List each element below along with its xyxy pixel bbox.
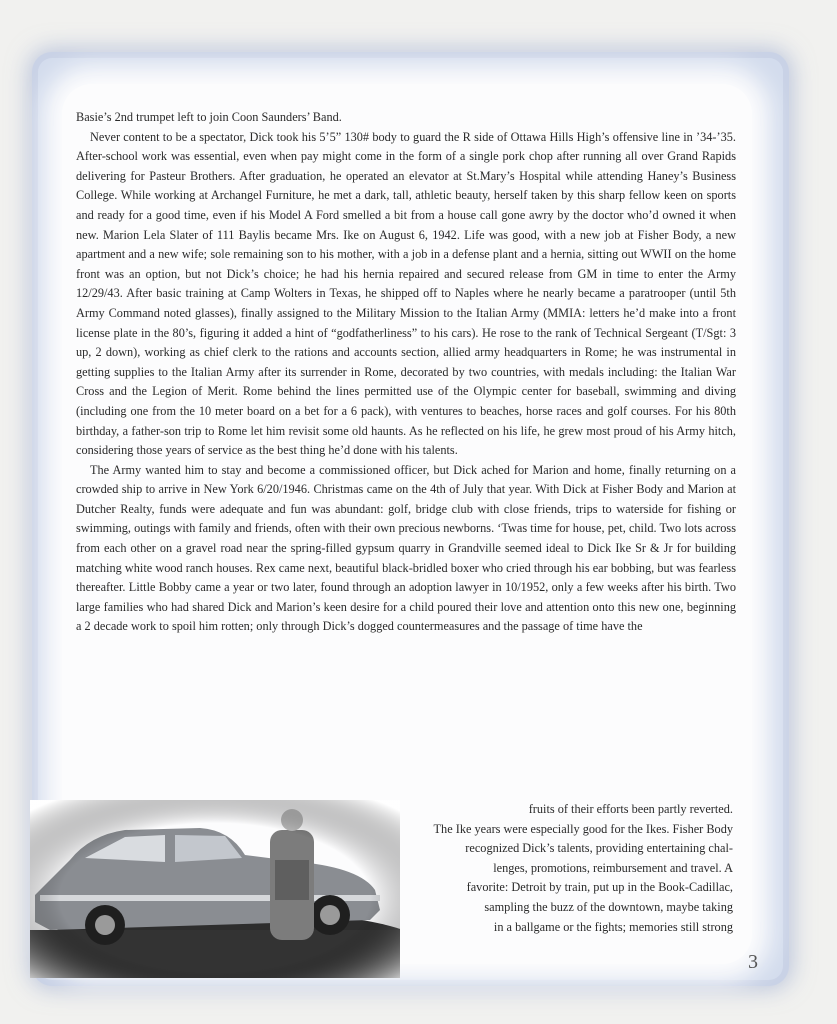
text-line: sampling the buzz of the downtown, maybe taking xyxy=(484,899,733,914)
body-text xyxy=(76,108,736,637)
text-line: The Ike years were especially good for the Ikes. Fisher Body xyxy=(433,821,733,836)
text-line: fruits of their efforts been partly reverted. xyxy=(528,802,733,816)
text-line: favorite: Detroit by train, put up in the Book-Cadillac, xyxy=(466,880,733,895)
paragraph: Basie’s 2nd trumpet left to join Coon Saunders’ Band. xyxy=(76,110,342,124)
page-number: 3 xyxy=(748,951,758,973)
wrapped-text xyxy=(293,800,733,937)
text-line: in a ballgame or the fights; memories still strong xyxy=(493,919,733,934)
paragraph: The Army wanted him to stay and become a commissioned officer, but Dick ached for Marion and home, finally returning on a crowded ship to arrive in New York 6/20/1946. Christmas came on the 4th of July that year. With Dick at Fisher Body and Marion at Dutcher Realty, funds were adequate and fun was abundant: golf, bridge club with close friends, trips to waterside for fishing or swimming, outings with family and friends, often with their own precious newborns. ‘Twas time for house, pet, child. Two lots across from each other on a gravel road near the spring-filled gypsum quarry in Grandville seemed ideal to Dick Ike Sr & Jr for building matching white wood ranch houses. Rex came next, beautiful black-bridled boxer who cried through his ear bobbing, but was fearless thereafter. Little Bobby came a year or two later, found through an adoption lawyer in 10/1952, only a few weeks after his birth. Two large families who had shared Dick and Marion’s keen desire for a child poured their love and attention onto this new one, beginning a 2 decade work to spoil him rotten; only through Dick’s dogged countermeasures and the passage of time have the xyxy=(76,462,736,634)
paragraph: Never content to be a spectator, Dick took his 5’5” 130# body to guard the R side of Ottawa Hills High’s offensive line in ’34-’35. After-school work was essential, even when pay might come in the form of a single pork chop after running all over Grand Rapids delivering for Pasteur Brothers. After graduation, he operated an elevator at St.Mary’s Hospital while attending Haney’s Business College. While working at Archangel Furniture, he met a dark, tall, athletic beauty, herself taken by this sharp fellow keen on sports and ready for a good time, even if his Model A Ford smelled a bit from a house call gone awry by the doctor who’d owned it when new. Marion Lela Slater of 111 Baylis became Mrs. Ike on August 6, 1942. Life was good, with a new job at Fisher Body, a new apartment and a new wife; sole remaining son to his mother, with a job in a defense plant and a hernia, sitting out WWII on the home front was an option, but not Dick’s choice; he had his hernia repaired and secured release from GM in time to enter the Army 12/29/43. After basic training at Camp Wolters in Texas, he shipped off to Naples where he nearly became a paratrooper (until 5th Army Command noted glasses), finally assigned to the Military Mission to the Italian Army (MMIA: letters he’d make into a front license plate in the 80’s, figuring it added a hint of “godfatherliness” to his cars). He rose to the rank of Technical Sergeant (T/Sgt: 3 up, 2 down), working as chief clerk to the rations and accounts section, allied army headquarters in Rome; he was instrumental in getting supplies to the Italian Army after its surrender in Rome, decorated by two countries, with medals including: the Italian War Cross and the Legion of Merit. Rome behind the lines permitted use of the Olympic center for baseball, swimming and diving (including one from the 10 meter board on a bet for a 6 pack), with ventures to beaches, horse races and golf courses. For his 80th birthday, a father-son trip to Rome let him revisit some old haunts. As he reflected on his life, he grew most proud of his Army hitch, considering those years of service as the best thing he’d done with his talents. xyxy=(76,129,736,458)
text-line: recognized Dick’s talents, providing entertaining chal- xyxy=(465,841,733,856)
text-line: lenges, promotions, reimbursement and travel. A xyxy=(493,860,733,875)
